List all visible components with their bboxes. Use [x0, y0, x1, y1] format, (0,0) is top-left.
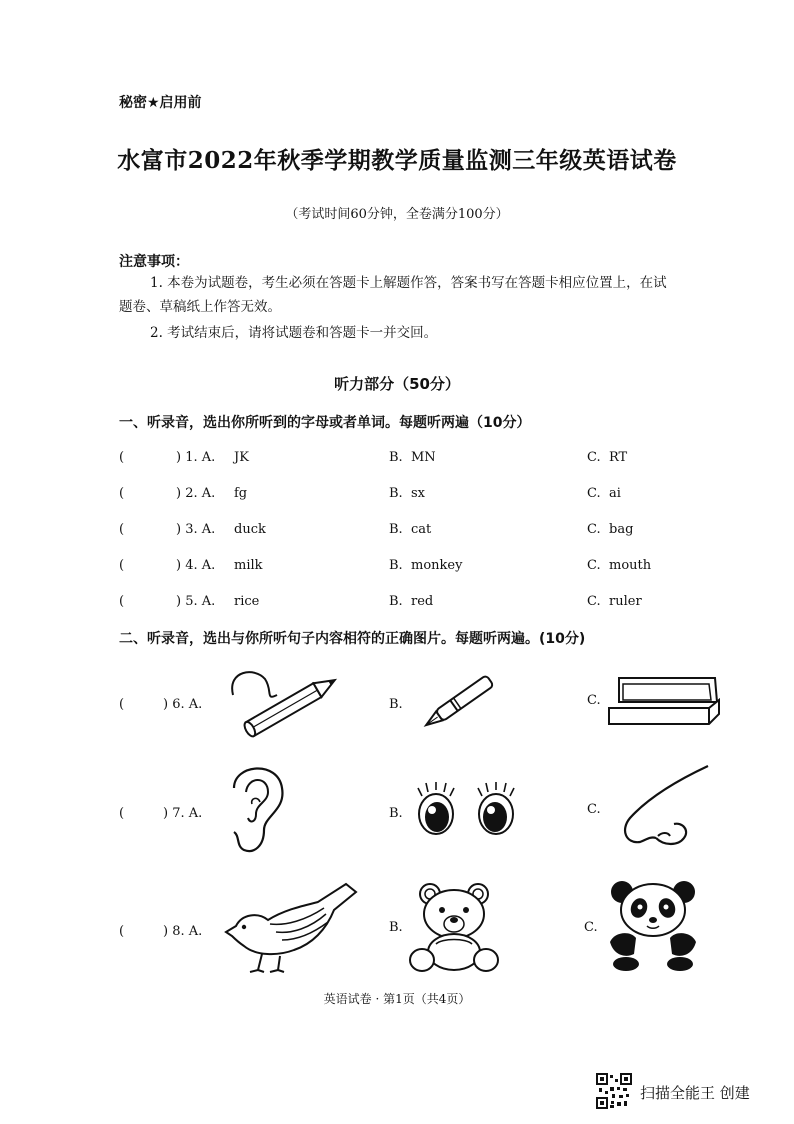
q1-option-c-label: C. [587, 450, 601, 465]
q3-option-c: bag [609, 522, 634, 537]
q3-option-b: cat [411, 522, 432, 537]
listening-title: 听力部分（50分） [334, 375, 460, 393]
q7-paren[interactable]: ( [119, 806, 125, 821]
notes-heading: 注意事项： [119, 254, 189, 270]
q4-number: ) 4. A. [176, 558, 216, 573]
note-item-1-line-2: 题卷、草稿纸上作答无效。 [119, 299, 281, 315]
ear-icon [220, 758, 290, 858]
q1-option-c: RT [609, 450, 628, 465]
q8-paren[interactable]: ( [119, 924, 125, 939]
q2-option-b: sx [411, 486, 426, 501]
eyes-icon [408, 780, 526, 840]
q2-number: ) 2. A. [176, 486, 216, 501]
q4-option-c-label: C. [587, 558, 601, 573]
page-footer: 英语试卷 · 第1页（共4页） [323, 992, 471, 1006]
q8-option-c-label: C. [584, 920, 598, 935]
q4-option-b: monkey [411, 558, 463, 573]
q1-option-b: MN [411, 450, 436, 465]
section-1-heading: 一、听录音，选出你所听到的字母或者单词。每题听两遍（10分） [119, 415, 531, 431]
q5-paren[interactable]: ( [119, 594, 125, 609]
section-2-heading: 二、听录音，选出与你所听句子内容相符的正确图片。每题听两遍。(10分) [119, 631, 586, 647]
q3-option-b-label: B. [389, 522, 403, 537]
scanner-watermark: 扫描全能王 创建 [640, 1084, 750, 1102]
q6-option-b-label: B. [389, 697, 403, 712]
q1-option-a: JK [234, 450, 249, 465]
q3-option-c-label: C. [587, 522, 601, 537]
confidential-label: 秘密★启用前 [119, 95, 202, 111]
q3-option-a: duck [234, 522, 266, 537]
q4-option-a: milk [234, 558, 263, 573]
q8-option-b-label: B. [389, 920, 403, 935]
bird-icon [222, 880, 362, 975]
pen-icon [415, 668, 505, 736]
q4-option-c: mouth [609, 558, 652, 573]
note-item-1-line-1: 1. 本卷为试题卷，考生必须在答题卡上解题作答，答案书写在答题卡相应位置上，在试 [150, 275, 667, 291]
q2-option-c: ai [609, 486, 621, 501]
q7-option-c-label: C. [587, 802, 601, 817]
q5-option-c: ruler [609, 594, 642, 609]
q4-option-b-label: B. [389, 558, 403, 573]
q1-paren[interactable]: ( [119, 450, 125, 465]
note-item-2: 2. 考试结束后，请将试题卷和答题卡一并交回。 [150, 325, 438, 341]
q2-option-a: fg [234, 486, 248, 501]
q5-option-c-label: C. [587, 594, 601, 609]
q5-option-b-label: B. [389, 594, 403, 609]
nose-icon [618, 762, 713, 854]
q1-number: ) 1. A. [176, 450, 216, 465]
q7-number: ) 7. A. [163, 806, 203, 821]
q2-paren[interactable]: ( [119, 486, 125, 501]
exam-subtitle: （考试时间60分钟，全卷满分100分） [285, 207, 509, 222]
q6-number: ) 6. A. [163, 697, 203, 712]
q5-option-a: rice [234, 594, 260, 609]
teddy-bear-icon [408, 880, 500, 976]
q7-option-b-label: B. [389, 806, 403, 821]
q6-paren[interactable]: ( [119, 697, 125, 712]
q5-number: ) 5. A. [176, 594, 216, 609]
q3-number: ) 3. A. [176, 522, 216, 537]
q5-option-b: red [411, 594, 434, 609]
pencil-box-icon [605, 668, 723, 732]
q1-option-b-label: B. [389, 450, 403, 465]
q6-option-c-label: C. [587, 693, 601, 708]
panda-icon [606, 878, 701, 972]
q4-paren[interactable]: ( [119, 558, 125, 573]
exam-title: 水富市2022年秋季学期教学质量监测三年级英语试卷 [117, 147, 677, 174]
q3-paren[interactable]: ( [119, 522, 125, 537]
q8-number: ) 8. A. [163, 924, 203, 939]
q2-option-c-label: C. [587, 486, 601, 501]
pencil-icon [225, 665, 350, 740]
q2-option-b-label: B. [389, 486, 403, 501]
qr-code-icon [596, 1073, 632, 1109]
